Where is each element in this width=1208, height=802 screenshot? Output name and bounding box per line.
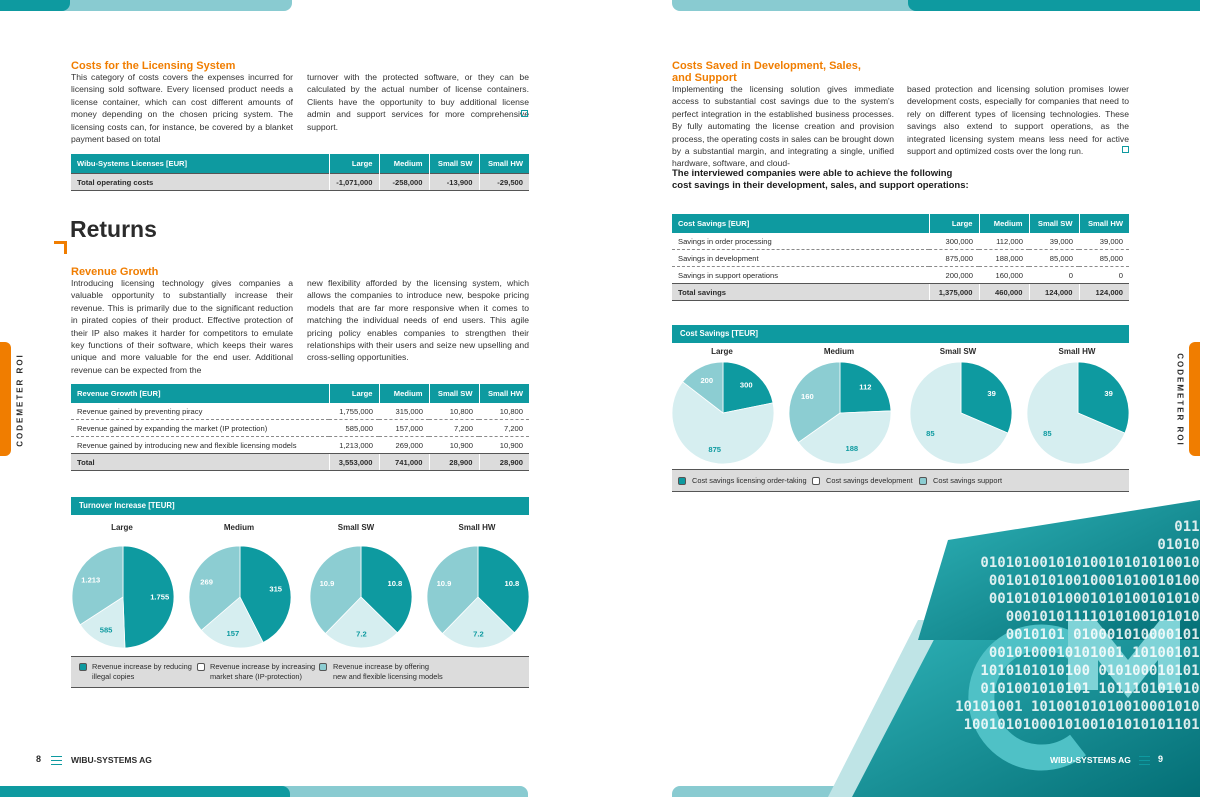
side-label-right: CODEMETER ROI (1175, 353, 1185, 447)
table-cell: -1,071,000 (329, 174, 379, 191)
pie-title: Small SW (337, 523, 375, 532)
licenses-table (71, 154, 529, 191)
legend-item: Revenue increase by increasing market share (IP-protection) (210, 662, 316, 681)
table-row (672, 267, 1129, 284)
table-header: Large (329, 384, 379, 403)
table-cell: 0 (1029, 267, 1079, 284)
pie-value-label: 85 (926, 429, 935, 439)
savings-pies (662, 343, 1142, 467)
pie-title: Large (711, 347, 733, 356)
footer-left: WIBU-SYSTEMS AG (71, 755, 152, 765)
top-bar-left-accent (0, 0, 70, 11)
side-tab-right (1189, 342, 1200, 456)
binary-row: 0010100010101001 101001010 (988, 645, 1208, 661)
pie-value-label: 39 (1104, 388, 1113, 398)
legend-swatch (197, 663, 205, 671)
table-header: Small HW (479, 154, 529, 174)
table-header: Small SW (429, 154, 479, 174)
pie-value-label: 157 (226, 629, 240, 639)
table-cell: 269,000 (379, 437, 429, 454)
savings-lead-line2: cost savings in their development, sales, and support operations: (672, 180, 969, 191)
pie-value-label: 160 (801, 392, 814, 402)
pie-value-label: 200 (700, 376, 714, 386)
table-cell: Revenue gained by introducing new and flexible licensing models (71, 437, 329, 454)
licensing-text-col2: turnover with the protected software, or they can be calculated by the actual number of license containers. Clients have the opportunity to buy additional license admin and support services for more comprehensive support. (307, 72, 529, 132)
table-header: Small SW (429, 384, 479, 403)
pie-value-label: 85 (1043, 429, 1052, 439)
table-cell: 28,900 (429, 454, 479, 471)
pie-value-label: 269 (200, 577, 213, 587)
binary-row: 10010101000101001010101011010 (963, 717, 1208, 733)
legend-swatch (919, 477, 927, 485)
pie-title: Medium (223, 523, 255, 532)
table-cell: 3,553,000 (329, 454, 379, 471)
pie-value-label: 1.213 (81, 575, 101, 585)
side-label-left: CODEMETER ROI (15, 353, 25, 447)
turnover-band: Turnover Increase [TEUR] (71, 497, 529, 515)
legend-swatch (79, 663, 87, 671)
table-cell: 200,000 (929, 267, 979, 284)
table-total-row (672, 284, 1129, 301)
table-cell: 112,000 (979, 233, 1029, 250)
savings-band: Cost Savings [TEUR] (672, 325, 1129, 343)
revenue-text-col1: Introducing licensing technology gives companies a valuable opportunity to substantially increase their revenue. This is primarily due to the significant reduction in pirated copies of their product. Effective protection of their IP also makes it harder for competitors to emulate key functions of their software, which keeps their wares unique and more valuable for the end user. Additional revenue can be expected from the (71, 278, 293, 375)
table-cell: 28,900 (479, 454, 529, 471)
table-cell: 1,213,000 (329, 437, 379, 454)
savings-heading-line1: Costs Saved in Development, Sales, (672, 60, 861, 72)
table-cell: -258,000 (379, 174, 429, 191)
codemeter-graphic (828, 500, 1208, 797)
binary-row: 010100 (1157, 537, 1208, 553)
table-cell: 85,000 (1079, 250, 1129, 267)
pie-value-label: 10.8 (387, 578, 403, 588)
pie-value-label: 39 (987, 388, 996, 398)
legend-swatch (678, 477, 686, 485)
page-number-right: 9 (1158, 754, 1164, 764)
savings-lead-line1: The interviewed companies were able to achieve the following (672, 168, 953, 179)
table-cell: 10,900 (479, 437, 529, 454)
table-header: Large (929, 214, 979, 233)
table-cell: 85,000 (1029, 250, 1079, 267)
table-header: Small SW (1029, 214, 1079, 233)
pie-value-label: 1.755 (150, 592, 170, 602)
table-cell: 124,000 (1029, 284, 1079, 301)
pie-title: Medium (823, 347, 855, 356)
table-cell: 1,755,000 (329, 403, 379, 420)
pie-value-label: 585 (99, 625, 113, 635)
table-cell: 39,000 (1079, 233, 1129, 250)
revenue-heading: Revenue Growth (71, 266, 159, 278)
savings-legend (672, 469, 1129, 492)
legend-item: Revenue increase by reducing illegal copies (92, 662, 192, 681)
pie-title: Small HW (458, 523, 496, 532)
pie-value-label: 7.2 (356, 629, 367, 639)
table-header: Large (329, 154, 379, 174)
footer-right: WIBU-SYSTEMS AG (1050, 755, 1131, 765)
table-cell: 7,200 (429, 420, 479, 437)
table-header-row (71, 384, 529, 403)
table-cell: 875,000 (929, 250, 979, 267)
legend-swatch (319, 663, 327, 671)
table-cell: 0 (1079, 267, 1129, 284)
table-header-row (71, 154, 529, 174)
binary-row: 0101001010101 1011101010101 (980, 681, 1208, 697)
binary-row: 0010101 0100010100001011 (1005, 627, 1208, 643)
licensing-heading: Costs for the Licensing System (71, 60, 236, 72)
binary-row: 00101010100100010100101001 (988, 573, 1208, 589)
table-cell: 157,000 (379, 420, 429, 437)
table-cell: 300,000 (929, 233, 979, 250)
table-total-row (71, 174, 529, 191)
table-cell: Revenue gained by preventing piracy (71, 403, 329, 420)
menu-lines-icon (1139, 756, 1150, 765)
table-header: Small HW (1079, 214, 1129, 233)
table-cell: 1,375,000 (929, 284, 979, 301)
table-cell: 10,900 (429, 437, 479, 454)
table-header: Medium (979, 214, 1029, 233)
turnover-pies (62, 518, 532, 653)
pie-title: Small SW (939, 347, 977, 356)
binary-pattern (948, 518, 1208, 734)
binary-row: 000101011110101001010101 (1005, 609, 1208, 625)
table-cell: Total operating costs (71, 174, 329, 191)
table-cell: 315,000 (379, 403, 429, 420)
table-cell: Savings in development (672, 250, 929, 267)
table-cell: 10,800 (479, 403, 529, 420)
savings-table (672, 214, 1129, 301)
table-cell: Total savings (672, 284, 929, 301)
returns-corner-mark (54, 241, 67, 254)
table-cell: 160,000 (979, 267, 1029, 284)
turnover-pie-chart (62, 536, 532, 653)
binary-row: 00101010100010101001010100 (988, 591, 1208, 607)
side-tab-left (0, 342, 11, 456)
pie-title: Large (111, 523, 133, 532)
savings-heading-line2: and Support (672, 72, 737, 84)
pie-value-label: 10.8 (504, 578, 520, 588)
savings-text-col2: based protection and licensing solution promises lower development costs, especially for companies that need to rely on different types of licensing technologies. These savings also extend to support operations, as the integrated licensing system means less need for active support and optimized costs over the long run. (907, 84, 1129, 157)
binary-row: 10101001 101001010100100010101 (955, 699, 1208, 715)
table-row (71, 403, 529, 420)
table-cell: Savings in order processing (672, 233, 929, 250)
pie-value-label: 188 (845, 443, 859, 453)
pie-value-label: 112 (859, 382, 872, 392)
table-cell: Revenue gained by expanding the market (IP protection) (71, 420, 329, 437)
legend-item: Revenue increase by offering new and flexible licensing models (333, 662, 443, 681)
pie-value-label: 10.9 (319, 579, 335, 589)
table-row (672, 233, 1129, 250)
table-header: Small HW (479, 384, 529, 403)
licensing-text-col1: This category of costs covers the expenses incurred for licensing sold software. Every licensed product needs a license container, which can cost different amounts of money depending on the chosen pricing system. The licensing costs can, for instance, be covered by a blanket payment based on total (71, 72, 293, 145)
pie-value-label: 7.2 (473, 629, 484, 639)
table-cell: Total (71, 454, 329, 471)
table-cell: -13,900 (429, 174, 479, 191)
table-cell: 10,800 (429, 403, 479, 420)
table-header: Revenue Growth [EUR] (71, 384, 329, 403)
expand-icon (1122, 146, 1129, 153)
menu-lines-icon (51, 756, 62, 765)
savings-text-col1: Implementing the licensing solution gives immediate access to substantial cost savings due to the system's perfect integration in the established business processes. By fully automating the license creation and provision process, the operating costs in sales can be brought down by a substantial margin, and integrating a single, unified hardware, software, and cloud- (672, 84, 894, 169)
table-row (672, 250, 1129, 267)
legend-item: Cost savings support (933, 476, 1003, 485)
savings-pie-chart (662, 357, 1142, 467)
expand-icon (521, 110, 528, 117)
table-header: Cost Savings [EUR] (672, 214, 929, 233)
binary-row: 1010101010100 0101000101010 (980, 663, 1208, 679)
pie-value-label: 300 (739, 380, 753, 390)
table-total-row (71, 454, 529, 471)
page-number-left: 8 (36, 754, 42, 764)
table-cell: 188,000 (979, 250, 1029, 267)
legend-item: Cost savings development (826, 476, 913, 485)
table-header: Wibu-Systems Licenses [EUR] (71, 154, 329, 174)
turnover-legend (71, 656, 529, 688)
table-cell: -29,500 (479, 174, 529, 191)
legend-item: Cost savings licensing order-taking (692, 476, 807, 485)
revenue-text-col2: new flexibility afforded by the licensing system, which allows the companies to introduce new, bespoke pricing models that are far more responsive when it comes to matching the individual needs of end users. This agile pricing policy enables companies to strengthen their relationships with their users and seize new upselling and cross-selling opportunities. (307, 278, 529, 363)
pie-value-label: 10.9 (436, 579, 452, 589)
binary-row: 0110 (1174, 519, 1208, 535)
table-cell: 7,200 (479, 420, 529, 437)
table-header: Medium (379, 384, 429, 403)
table-header: Medium (379, 154, 429, 174)
table-cell: 460,000 (979, 284, 1029, 301)
revenue-table (71, 384, 529, 471)
table-cell: 124,000 (1079, 284, 1129, 301)
table-cell: 39,000 (1029, 233, 1079, 250)
returns-title: Returns (70, 216, 157, 242)
table-cell: 741,000 (379, 454, 429, 471)
top-bar-right-accent (908, 0, 1200, 11)
binary-row: 010101001010100101010100100 (980, 555, 1208, 571)
table-cell: Savings in support operations (672, 267, 929, 284)
table-row (71, 420, 529, 437)
pie-value-label: 315 (269, 584, 283, 594)
table-row (71, 437, 529, 454)
table-header-row (672, 214, 1129, 233)
pie-title: Small HW (1058, 347, 1096, 356)
legend-swatch (812, 477, 820, 485)
pie-value-label: 875 (708, 444, 722, 454)
bottom-bar-left-accent (0, 786, 290, 797)
table-cell: 585,000 (329, 420, 379, 437)
